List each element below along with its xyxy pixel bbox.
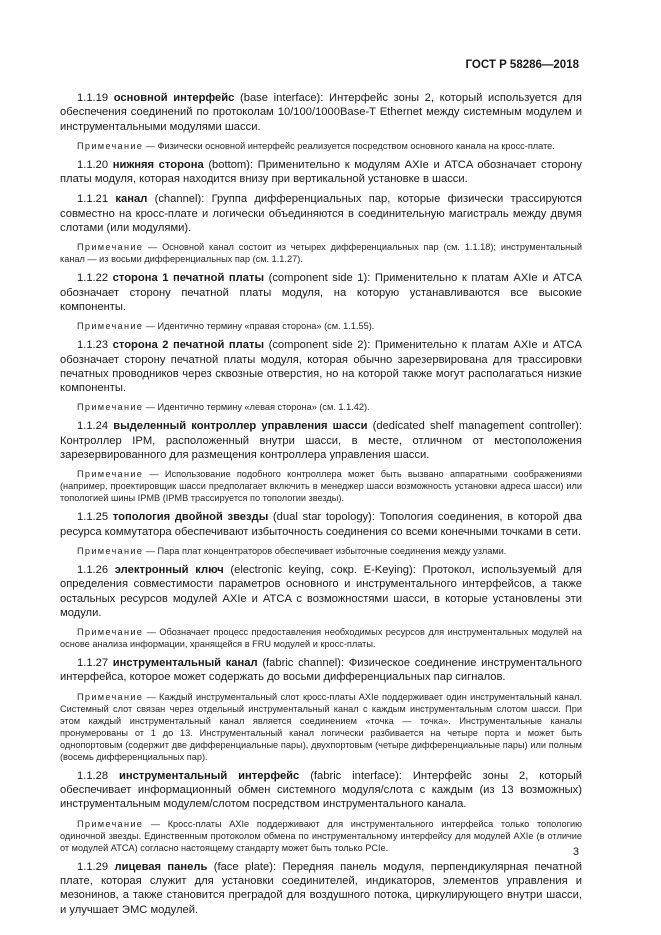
note-text: — Физически основной интерфейс реализуется посредством основного канала на кросс-плате. [143, 140, 555, 151]
term-definition: (electronic keying, сокр. E-Keying): Протокол, используемый для определения совместимости параметров основного и инструментального интерфейсов, а также остальных ресурсов модулей AXIe и ATCA с возможностями шасси, в которые установлены эти модули. [60, 563, 582, 619]
term-definition: (base interface): Интерфейс зоны 2, который используется для обеспечения соединений по протоколам 10/100/1000Base-T Ethernet между системным модулем и инструментальными модулями шасси. [60, 92, 582, 133]
term-number: 1.1.22 [77, 272, 113, 285]
term-number: 1.1.21 [77, 193, 116, 206]
definition-1-1-24 [60, 419, 582, 462]
term-number: 1.1.28 [77, 769, 120, 782]
term-definition: (fabric channel): Физическое соединение инструментального интерфейса, которое может содержать до восьми дифференциальных пар сигналов. [60, 657, 582, 684]
term: канал [115, 193, 148, 206]
definition-1-1-21 [60, 192, 582, 235]
definition-1-1-23 [60, 338, 582, 395]
note-label: Примечание [77, 242, 144, 253]
note-text: — Идентично термину «правая сторона» (см. 1.1.55). [143, 321, 375, 332]
note-label: Примечание [77, 545, 144, 556]
definition-1-1-28 [60, 769, 582, 812]
term-definition: (fabric interface): Интерфейс зоны 2, который обеспечивает информационный обмен системного модуля/слота с каждым (из 13 возможных) инструментальным модулем/слотом посредством инструментального канала. [60, 769, 582, 811]
term-definition: (dedicated shelf management controller): Контроллер IPM, расположенный внутри шасси, в месте, отличном от местоположения зарезервированного для размещения контроллера управления шасси. [60, 420, 583, 462]
definition-1-1-26 [60, 563, 582, 620]
term-number: 1.1.23 [77, 339, 113, 352]
note [60, 691, 582, 763]
note [60, 140, 582, 152]
term: инструментальный интерфейс [119, 769, 300, 782]
note-text: — Основной канал состоит из четырех дифференциальных пар (см. 1.1.18); инструментальный канал — из восьми дифференциальных пар (см. 1.1.27). [60, 242, 582, 265]
definition-1-1-25 [60, 510, 582, 539]
note [60, 468, 582, 504]
term-number: 1.1.26 [77, 563, 115, 576]
note-label: Примечание [77, 469, 144, 480]
definition-1-1-22 [60, 271, 582, 314]
term: сторона 2 печатной платы [112, 339, 265, 352]
note-text: — Каждый инструментальный слот кросс-платы AXIe поддерживает один инструментальный канал. Системный слот связан через отдельный инструментальный канал с каждым инструментальным слотом шасси. При этом каждый инструментальный канал является соединением «точка — точка». Инструментальные каналы пронумерованы от 1 до 13. Инструментальный канал логически разбивается на четыре порта и может быть однопортовым (содержит две дифференциальные пары), двухпортовым (четыре дифференциальные пары) или полным (восемь дифференциальных пар). [60, 691, 582, 762]
document-body [60, 91, 582, 923]
term-number: 1.1.20 [77, 158, 113, 171]
term-number: 1.1.25 [77, 511, 113, 524]
note [60, 241, 582, 265]
standard-header: ГОСТ Р 58286—2018 [465, 59, 579, 71]
note-label: Примечание [77, 321, 144, 332]
term: нижняя сторона [112, 158, 204, 171]
note [60, 401, 582, 413]
note-text: — Идентично термину «левая сторона» (см. 1.1.42). [143, 402, 370, 413]
term-number: 1.1.29 [77, 860, 115, 873]
definition-1-1-27 [60, 656, 582, 685]
definition-1-1-20 [60, 158, 582, 187]
term-definition: (component side 2): Применительно к платам AXIe и ATCA обозначает сторону печатной платы модуля, которая обычно зарезервирована для трассировки печатных проводников через сквозные отверстия, но на которой также могут располагаться низкие компоненты. [60, 339, 582, 395]
term: сторона 1 печатной платы [112, 272, 265, 285]
term-definition: (face plate): Передняя панель модуля, перпендикулярная печатной плате, которая служит для установки соединителей, индикаторов, элементов управления и мезонинов, а также становится преградой для воздушного потока, циркулирующего внутри шасси, и улучшает ЭМС модулей. [60, 860, 582, 916]
note [60, 626, 582, 650]
definition-1-1-19 [60, 91, 582, 134]
note [60, 320, 582, 332]
term-number: 1.1.19 [77, 92, 114, 104]
page-number: 3 [572, 846, 579, 858]
note [60, 818, 582, 854]
note-text: — Пара плат концентраторов обеспечивает избыточные соединения между узлами. [143, 545, 507, 556]
term-number: 1.1.27 [77, 657, 113, 670]
term: выделенный контроллер управления шасси [113, 420, 368, 433]
term: топология двойной звезды [112, 511, 269, 524]
note-label: Примечание [77, 402, 144, 413]
term-number: 1.1.24 [77, 420, 114, 433]
term: лицевая панель [114, 860, 208, 873]
term: основной интерфейс [113, 92, 235, 104]
term-definition: (channel): Группа дифференциальных пар, которые физически трассируются совместно на кросс-плате и логически объединяются в соединительную магистраль между двумя слотами (или модулями). [60, 193, 582, 235]
definition-1-1-29 [60, 860, 582, 917]
note-text: — Обозначает процесс предоставления необходимых ресурсов для инструментальных модулей на основе анализа информации, хранящейся в FRU модулей и кросс-платы. [60, 627, 582, 650]
term-definition: (bottom): Применительно к модулям AXIe и ATCA обозначает сторону платы модуля, которая находится внизу при вертикальной установке в шасси. [60, 158, 582, 186]
term: электронный ключ [114, 563, 224, 576]
note-label: Примечание [77, 140, 144, 151]
note-text: — Кросс-платы AXIe поддерживают для инструментального интерфейса только топологию одиночной звезды. Единственным протоколом обмена по инструментальному интерфейсу для модулей AXIe (в отличие от модулей ATCA) согласно настоящему стандарту может быть только PCIe. [60, 818, 582, 853]
term: инструментальный канал [112, 657, 258, 670]
note-label: Примечание [77, 691, 144, 702]
term-definition: (component side 1): Применительно к платам AXIe и ATCA обозначает сторону печатной платы модуля, на которую устанавливаются все высокие компоненты. [60, 272, 582, 313]
note [60, 545, 582, 557]
note-label: Примечание [77, 818, 144, 829]
term-definition: (dual star topology): Топология соединения, в которой два ресурса коммутатора обеспечивают избыточность соединения со всеми конечными точками в сети. [60, 511, 582, 538]
note-text: — Использование подобного контроллера может быть вызвано аппаратными соображениями (например, проектировщик шасси предполагает включить в менеджер шасси возможность установки адреса шасси) или топологией шины IPMB (IPMB трассируется по топологии звезды). [60, 469, 582, 504]
note-label: Примечание [77, 627, 144, 638]
